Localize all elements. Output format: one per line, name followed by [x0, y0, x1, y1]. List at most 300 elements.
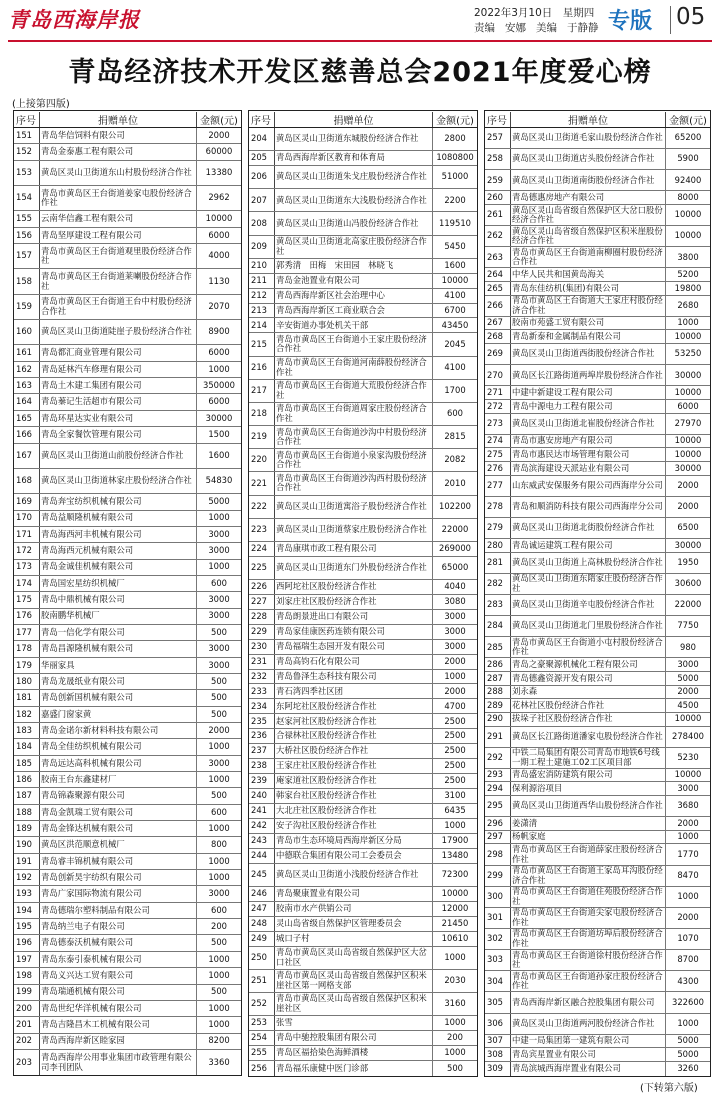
donation-amount: 2800: [444, 133, 466, 144]
row-number: 175: [14, 592, 40, 607]
donation-amount: 3000: [444, 625, 466, 636]
donor-name: 青岛市黄岛区王台街道尖家屯股份经济合作社: [511, 908, 666, 928]
donor-name: 青岛昌源隆机械有限公司: [40, 641, 197, 656]
table-row: [485, 149, 710, 170]
table-row: [14, 128, 241, 144]
table-row: [249, 166, 477, 189]
table-row: [249, 449, 477, 472]
table-row: [14, 854, 241, 870]
table-row: [14, 821, 241, 837]
donor-name: 青岛市黄岛区王台街道周家庄股份经济合作社: [275, 403, 433, 425]
donation-amount: 53250: [674, 348, 702, 359]
row-number: 294: [485, 782, 511, 795]
table-row: [14, 394, 241, 410]
row-number: 261: [485, 205, 511, 225]
table-row: [14, 576, 241, 592]
row-number: 293: [485, 769, 511, 782]
donor-name: 青岛市黄岛区王台街道沙沟西村股份经济合作社: [275, 472, 433, 494]
donation-amount: 3680: [677, 800, 699, 811]
donor-name: 青岛吉隆昌木工机械有限公司: [40, 1017, 197, 1032]
row-number: 213: [249, 304, 275, 318]
donor-name: 青岛金锋达机械有限公司: [40, 821, 197, 836]
table-row: [14, 674, 241, 690]
donation-amount: 3000: [208, 659, 230, 670]
row-number: 158: [14, 269, 40, 293]
donation-amount: 1500: [208, 429, 230, 440]
donation-amount: 4100: [444, 289, 466, 300]
table-row: [14, 723, 241, 739]
row-number: 228: [249, 610, 275, 624]
donation-amount: 30000: [674, 369, 702, 380]
donation-amount: 3000: [444, 640, 466, 651]
donor-name: 大北庄社区股份经济合作社: [275, 804, 433, 818]
table-row: [249, 318, 477, 333]
donor-name: 胶南市水产供销公司: [275, 902, 433, 916]
donation-amount: 5900: [677, 153, 699, 164]
donation-amount: 2000: [677, 686, 699, 697]
table-row: [249, 274, 477, 289]
row-number: 300: [485, 887, 511, 907]
table-row: [14, 511, 241, 527]
donor-name: 胶南王台东鑫建材厂: [40, 772, 197, 787]
donor-name: 韩家台社区股份经济合作社: [275, 789, 433, 803]
donation-amount: 119510: [439, 217, 471, 228]
donation-amount: 2500: [444, 775, 466, 786]
donor-name: 青岛奔宝纺织机械有限公司: [40, 494, 197, 509]
donor-name: 青岛市黄岛区王台街道王家岛耳沟股份经济合作社: [511, 866, 666, 886]
table-row: [485, 950, 710, 971]
table-row: [485, 1014, 710, 1035]
row-number: 183: [14, 723, 40, 738]
row-number: 184: [14, 739, 40, 754]
donor-name: 山东威武安保服务有限公司西海岸分公司: [511, 476, 666, 496]
donation-amount: 500: [211, 708, 227, 719]
page-number: 05: [676, 4, 706, 30]
donation-amount: 600: [211, 904, 227, 915]
donation-amount: 54830: [205, 475, 233, 486]
donation-amount: 1950: [677, 556, 699, 567]
donor-name: 青岛西海岸新区工商业联合会: [275, 304, 433, 318]
donor-name: 黄岛区灵山卫街道北门里股份经济合作社: [511, 616, 666, 636]
donation-amount: 2000: [208, 129, 230, 140]
donation-amount: 51000: [441, 171, 469, 182]
donor-name: 青岛区福拾染色海鲜酒楼: [275, 1046, 433, 1060]
row-number: 307: [485, 1035, 511, 1048]
table-row: [14, 935, 241, 951]
donation-amount: 30000: [674, 539, 702, 550]
donor-name: 青岛海西元机械有限公司: [40, 543, 197, 558]
row-number: 246: [249, 887, 275, 901]
table-row: [249, 1016, 477, 1031]
donor-name: 黄岛区长江路街道潘家屯股份经济合作社: [511, 727, 666, 747]
table-row: [485, 476, 710, 497]
donor-name: 青岛市黄岛区王台街道小泉家沟股份经济合作社: [275, 449, 433, 471]
donor-name: 青岛金诚佳机械有限公司: [40, 560, 197, 575]
donor-name: 黄岛区灵山卫街道东隋家庄股份经济合作社: [511, 574, 666, 594]
table-row: [485, 296, 710, 317]
donation-amount: 72300: [441, 869, 469, 879]
row-number: 273: [485, 414, 511, 434]
row-number: 292: [485, 748, 511, 768]
donor-name: 王家庄社区股份经济合作社: [275, 759, 433, 773]
donor-name: 青岛纳兰电子有限公司: [40, 919, 197, 934]
donation-amount: 1000: [208, 512, 230, 523]
donation-amount: 600: [211, 577, 227, 588]
donation-amount: 5000: [677, 672, 699, 683]
donation-amount: 2070: [208, 301, 230, 312]
table-row: [485, 317, 710, 331]
row-number: 153: [14, 161, 40, 185]
donation-amount: 1080800: [436, 152, 474, 163]
donor-name: 中铁二局集团有限公司青岛市地铁6号线一期工程土建施工02工区项目部: [511, 748, 666, 768]
donation-amount: 30000: [674, 462, 702, 473]
table-row: [485, 727, 710, 748]
donor-name: 青岛一信化学有限公司: [40, 625, 197, 640]
table-row: [14, 345, 241, 361]
row-number: 215: [249, 333, 275, 355]
donor-name: 青岛市黄岛区灵山岛省级自然保护区大岔口社区: [275, 947, 433, 969]
row-number: 168: [14, 469, 40, 493]
table-row: [485, 553, 710, 574]
row-number: 226: [249, 580, 275, 594]
donation-amount: 3000: [677, 782, 699, 793]
table-row: [14, 690, 241, 706]
row-number: 201: [14, 1017, 40, 1032]
table-row: [249, 684, 477, 699]
table-row: [485, 191, 710, 205]
donation-amount: 3000: [677, 658, 699, 669]
donor-name: 青岛益顺隆机械有限公司: [40, 511, 197, 526]
row-number: 285: [485, 637, 511, 657]
donation-amount: 2010: [444, 477, 466, 488]
donor-name: 青岛市黄岛区王台街道小屯村股份经济合作社: [511, 637, 666, 657]
row-number: 305: [485, 992, 511, 1012]
row-number: 302: [485, 929, 511, 949]
table-row: [249, 917, 477, 932]
row-number: 233: [249, 684, 275, 698]
donor-name: 青岛滨城西海岸置业有限公司: [511, 1062, 666, 1076]
donor-name: 庵家道社区股份经济合作社: [275, 774, 433, 788]
donation-amount: 1000: [208, 561, 230, 572]
table-row: [249, 1046, 477, 1061]
row-number: 230: [249, 640, 275, 654]
table-row: [249, 1031, 477, 1046]
donor-name: 青岛德泰沃机械有限公司: [40, 935, 197, 950]
row-number: 247: [249, 902, 275, 916]
table-row: [485, 170, 710, 191]
donor-name: 青岛家佳康医药连锁有限公司: [275, 625, 433, 639]
donation-amount: 322600: [672, 996, 704, 1007]
donor-name: 黄岛区灵山卫街道东门外股份经济合作社: [275, 557, 433, 579]
donation-amount: 1000: [208, 970, 230, 981]
row-number: 257: [485, 128, 511, 148]
header-amount: 金额(元): [200, 115, 238, 127]
row-number: 205: [249, 151, 275, 165]
donor-name: 云南华信鑫工程有限公司: [40, 211, 197, 226]
row-number: 297: [485, 831, 511, 844]
donor-name: 青岛义兴达工贸有限公司: [40, 968, 197, 983]
table-row: [485, 330, 710, 344]
donation-amount: 10000: [441, 274, 469, 285]
row-number: 260: [485, 191, 511, 204]
table-row: [485, 817, 710, 831]
row-number: 222: [249, 496, 275, 518]
donation-amount: 102200: [439, 500, 471, 511]
table-row: [485, 796, 710, 817]
row-number: 253: [249, 1016, 275, 1030]
row-number: 163: [14, 378, 40, 393]
donation-amount: 3000: [444, 610, 466, 621]
donor-name: 黄岛区灵山卫街道林家庄股份经济合作社: [40, 469, 197, 493]
table-row: [14, 1001, 241, 1017]
row-number: 288: [485, 686, 511, 699]
donor-name: 拔垛子社区股份经济合作社: [511, 713, 666, 726]
donation-amount: 8200: [208, 1035, 230, 1046]
table-row: [14, 739, 241, 755]
donation-amount: 30000: [205, 412, 233, 423]
row-number: 196: [14, 935, 40, 950]
donation-amount: 1000: [677, 317, 699, 328]
table-row: [249, 542, 477, 557]
table-row: [249, 774, 477, 789]
donor-name: 青岛全家餐饮管理有限公司: [40, 427, 197, 442]
table-row: [485, 282, 710, 296]
row-number: 203: [14, 1050, 40, 1075]
table-row: [249, 655, 477, 670]
table-row: [485, 1035, 710, 1049]
table-row: [485, 462, 710, 476]
page-headline: 青岛经济技术开发区慈善总会2021年度爱心榜: [68, 57, 652, 88]
donation-amount: 5000: [208, 496, 230, 507]
table-row: [14, 968, 241, 984]
row-number: 289: [485, 699, 511, 712]
donation-amount: 27970: [674, 417, 702, 428]
donation-amount: 10000: [674, 713, 702, 724]
row-number: 244: [249, 849, 275, 863]
donation-amount: 3000: [208, 757, 230, 768]
edition-label: 专版: [608, 9, 653, 34]
donor-name: 青岛市黄岛区王台街道坊埠后股份经济合作社: [511, 929, 666, 949]
table-row: [485, 769, 710, 783]
table-row: [14, 756, 241, 772]
table-row: [14, 228, 241, 244]
donor-name: 赵家河社区股份经济合作社: [275, 714, 433, 728]
designer-role: 美编: [536, 22, 557, 34]
donor-name: 青岛土木建工集团有限公司: [40, 378, 197, 393]
row-number: 212: [249, 289, 275, 303]
table-row: [14, 1034, 241, 1050]
table-row: [249, 580, 477, 595]
donor-name: 花林社区股份经济合作社: [511, 699, 666, 712]
table-row: [14, 560, 241, 576]
table-row: [14, 641, 241, 657]
donor-name: 青岛国宏星纺织机械厂: [40, 576, 197, 591]
donation-amount: 1000: [208, 953, 230, 964]
donation-amount: 7750: [677, 620, 699, 631]
masthead: [0, 0, 720, 40]
table-row: [249, 380, 477, 403]
row-number: 154: [14, 186, 40, 210]
donor-name: 青岛康琪市政工程有限公司: [275, 542, 433, 556]
table-row: [485, 908, 710, 929]
donor-name: 黄岛区灵山卫街道小浅股份经济合作社: [275, 864, 433, 886]
row-number: 162: [14, 362, 40, 377]
donation-amount: 3100: [444, 790, 466, 801]
row-number: 265: [485, 282, 511, 295]
donor-name: 东阿坨社区股份经济合作社: [275, 699, 433, 713]
donation-amount: 200: [447, 1032, 463, 1043]
row-number: 181: [14, 690, 40, 705]
donor-name: 黄岛区灵山卫街道北崔股份经济合作社: [511, 414, 666, 434]
donor-name: 黄岛区灵山卫街道辛屯股份经济合作社: [511, 595, 666, 615]
donor-name: 青岛滨海建设天派站业有限公司: [511, 462, 666, 475]
donor-name: 黄岛区灵山卫街道两河股份经济合作社: [511, 1014, 666, 1034]
row-number: 170: [14, 511, 40, 526]
donation-amount: 10000: [674, 209, 702, 220]
donation-amount: 5230: [677, 751, 699, 762]
row-number: 290: [485, 713, 511, 726]
table-row: [485, 782, 710, 796]
table-row: [249, 426, 477, 449]
table-row: [249, 236, 477, 259]
row-number: 284: [485, 616, 511, 636]
donation-amount: 5450: [444, 240, 466, 251]
table-row: [14, 788, 241, 804]
donation-amount: 6500: [677, 522, 699, 533]
table-row: [485, 518, 710, 539]
donation-amount: 1000: [677, 891, 699, 901]
row-number: 210: [249, 259, 275, 273]
row-number: 232: [249, 670, 275, 684]
donor-name: 青岛市黄岛区王台街道河南薛股份经济合作社: [275, 357, 433, 379]
donor-name: 青岛瑞通机械有限公司: [40, 985, 197, 1000]
donation-amount: 1000: [208, 855, 230, 866]
row-number: 277: [485, 476, 511, 496]
table-row: [249, 259, 477, 274]
row-number: 258: [485, 149, 511, 169]
row-number: 219: [249, 426, 275, 448]
donation-amount: 1600: [444, 259, 466, 270]
row-number: 197: [14, 952, 40, 967]
table-row: [249, 519, 477, 542]
table-row: [485, 128, 710, 149]
table-row: [249, 357, 477, 380]
table-row: [485, 637, 710, 658]
donor-name: 中德联合集团有限公司工会委员会: [275, 849, 433, 863]
row-number: 221: [249, 472, 275, 494]
donor-name: 黄岛区灵山卫街道寓浴子股份经济合作社: [275, 496, 433, 518]
donation-amount: 10000: [674, 331, 702, 341]
row-number: 299: [485, 866, 511, 886]
donor-name: 青岛海西河丰机械有限公司: [40, 527, 197, 542]
donor-name: 青岛福瑞生态园开发有限公司: [275, 640, 433, 654]
table-row: [14, 211, 241, 227]
donation-amount: 21450: [441, 917, 469, 928]
table-row: [485, 226, 710, 247]
donor-name: 灵山岛省级自然保护区管理委员会: [275, 917, 433, 931]
donor-name: 青岛西海岸新区睦家园: [40, 1034, 197, 1049]
row-number: 275: [485, 448, 511, 461]
donor-name: 青岛都汇商业管理有限公司: [40, 345, 197, 360]
donor-name: 青岛市黄岛区王台街道姜家屯股份经济合作社: [40, 186, 197, 210]
donation-amount: 1000: [444, 820, 466, 831]
donor-name: 合禄林社区股份经济合作社: [275, 729, 433, 743]
table-row: [249, 789, 477, 804]
donation-amount: 65200: [674, 132, 702, 143]
table-header: [249, 111, 477, 128]
table-row: [14, 772, 241, 788]
table-row: [485, 686, 710, 700]
row-number: 161: [14, 345, 40, 360]
row-number: 194: [14, 903, 40, 918]
row-number: 208: [249, 212, 275, 234]
donor-name: 黄岛区灵山卫街道朱戈庄股份经济合作社: [275, 166, 433, 188]
table-row: [249, 993, 477, 1016]
donor-name: 青岛聚康置业有限公司: [275, 887, 433, 901]
row-number: 217: [249, 380, 275, 402]
header-name: 捐赠单位: [275, 112, 433, 127]
table-row: [249, 714, 477, 729]
header-num: 序号: [485, 112, 511, 127]
donation-amount: 10000: [205, 213, 233, 224]
donor-name: 青岛市黄岛区王台街道大王家庄村股份经济合作社: [511, 296, 666, 316]
table-row: [249, 625, 477, 640]
donor-name: 青岛市黄岛区王台街道住苑股份经济合作社: [511, 887, 666, 907]
donation-amount: 2500: [444, 745, 466, 756]
donor-name: 青岛宾星置业有限公司: [511, 1048, 666, 1061]
donor-name: 青岛西海岸新区融合控股集团有限公司: [511, 992, 666, 1012]
donor-name: 黄岛区灵山卫街道东山村股份经济合作社: [40, 161, 197, 185]
donation-amount: 1000: [444, 1017, 466, 1028]
donor-name: 城口子村: [275, 932, 433, 946]
donor-name: 青岛锦森聚源有限公司: [40, 788, 197, 803]
donor-name: 青岛创新国机械有限公司: [40, 690, 197, 705]
donation-amount: 3000: [208, 594, 230, 605]
row-number: 272: [485, 400, 511, 413]
table-row: [14, 427, 241, 443]
donor-name: 黄岛区灵山卫街道山冯股份经济合作社: [275, 212, 433, 234]
table-row: [14, 543, 241, 559]
donor-name: 青岛世纪华洋机械有限公司: [40, 1001, 197, 1016]
donor-name: 青岛广家国际物流有限公司: [40, 886, 197, 901]
table-row: [14, 1050, 241, 1075]
row-number: 182: [14, 707, 40, 722]
donor-table-column-1: [13, 110, 242, 1076]
row-number: 202: [14, 1034, 40, 1049]
continued-from-note: (上接第四版): [12, 99, 70, 110]
donation-amount: 600: [211, 806, 227, 817]
table-row: [14, 886, 241, 902]
issue-info: [474, 6, 609, 36]
donation-amount: 2000: [444, 685, 466, 696]
table-row: [485, 497, 710, 518]
donation-amount: 10000: [441, 888, 469, 899]
table-row: [485, 400, 710, 414]
donation-amount: 980: [680, 641, 696, 652]
donor-name: 黄岛区灵山卫街道南街股份经济合作社: [511, 170, 666, 190]
table-row: [485, 616, 710, 637]
donor-name: 黄岛区灵山卫街道西街股份经济合作社: [511, 344, 666, 364]
donor-name: 黄岛区灵山岛省级自然保护区积米崖股份经济合作社: [511, 226, 666, 246]
donor-name: 黄岛区洪范顺意机械厂: [40, 837, 197, 852]
donation-amount: 4000: [208, 250, 230, 261]
donation-amount: 1770: [677, 848, 699, 859]
donation-amount: 1000: [444, 1047, 466, 1058]
table-row: [485, 971, 710, 992]
donor-name: 青岛蓁记生活超市有限公司: [40, 394, 197, 409]
donation-amount: 6435: [444, 805, 466, 816]
row-number: 264: [485, 268, 511, 281]
